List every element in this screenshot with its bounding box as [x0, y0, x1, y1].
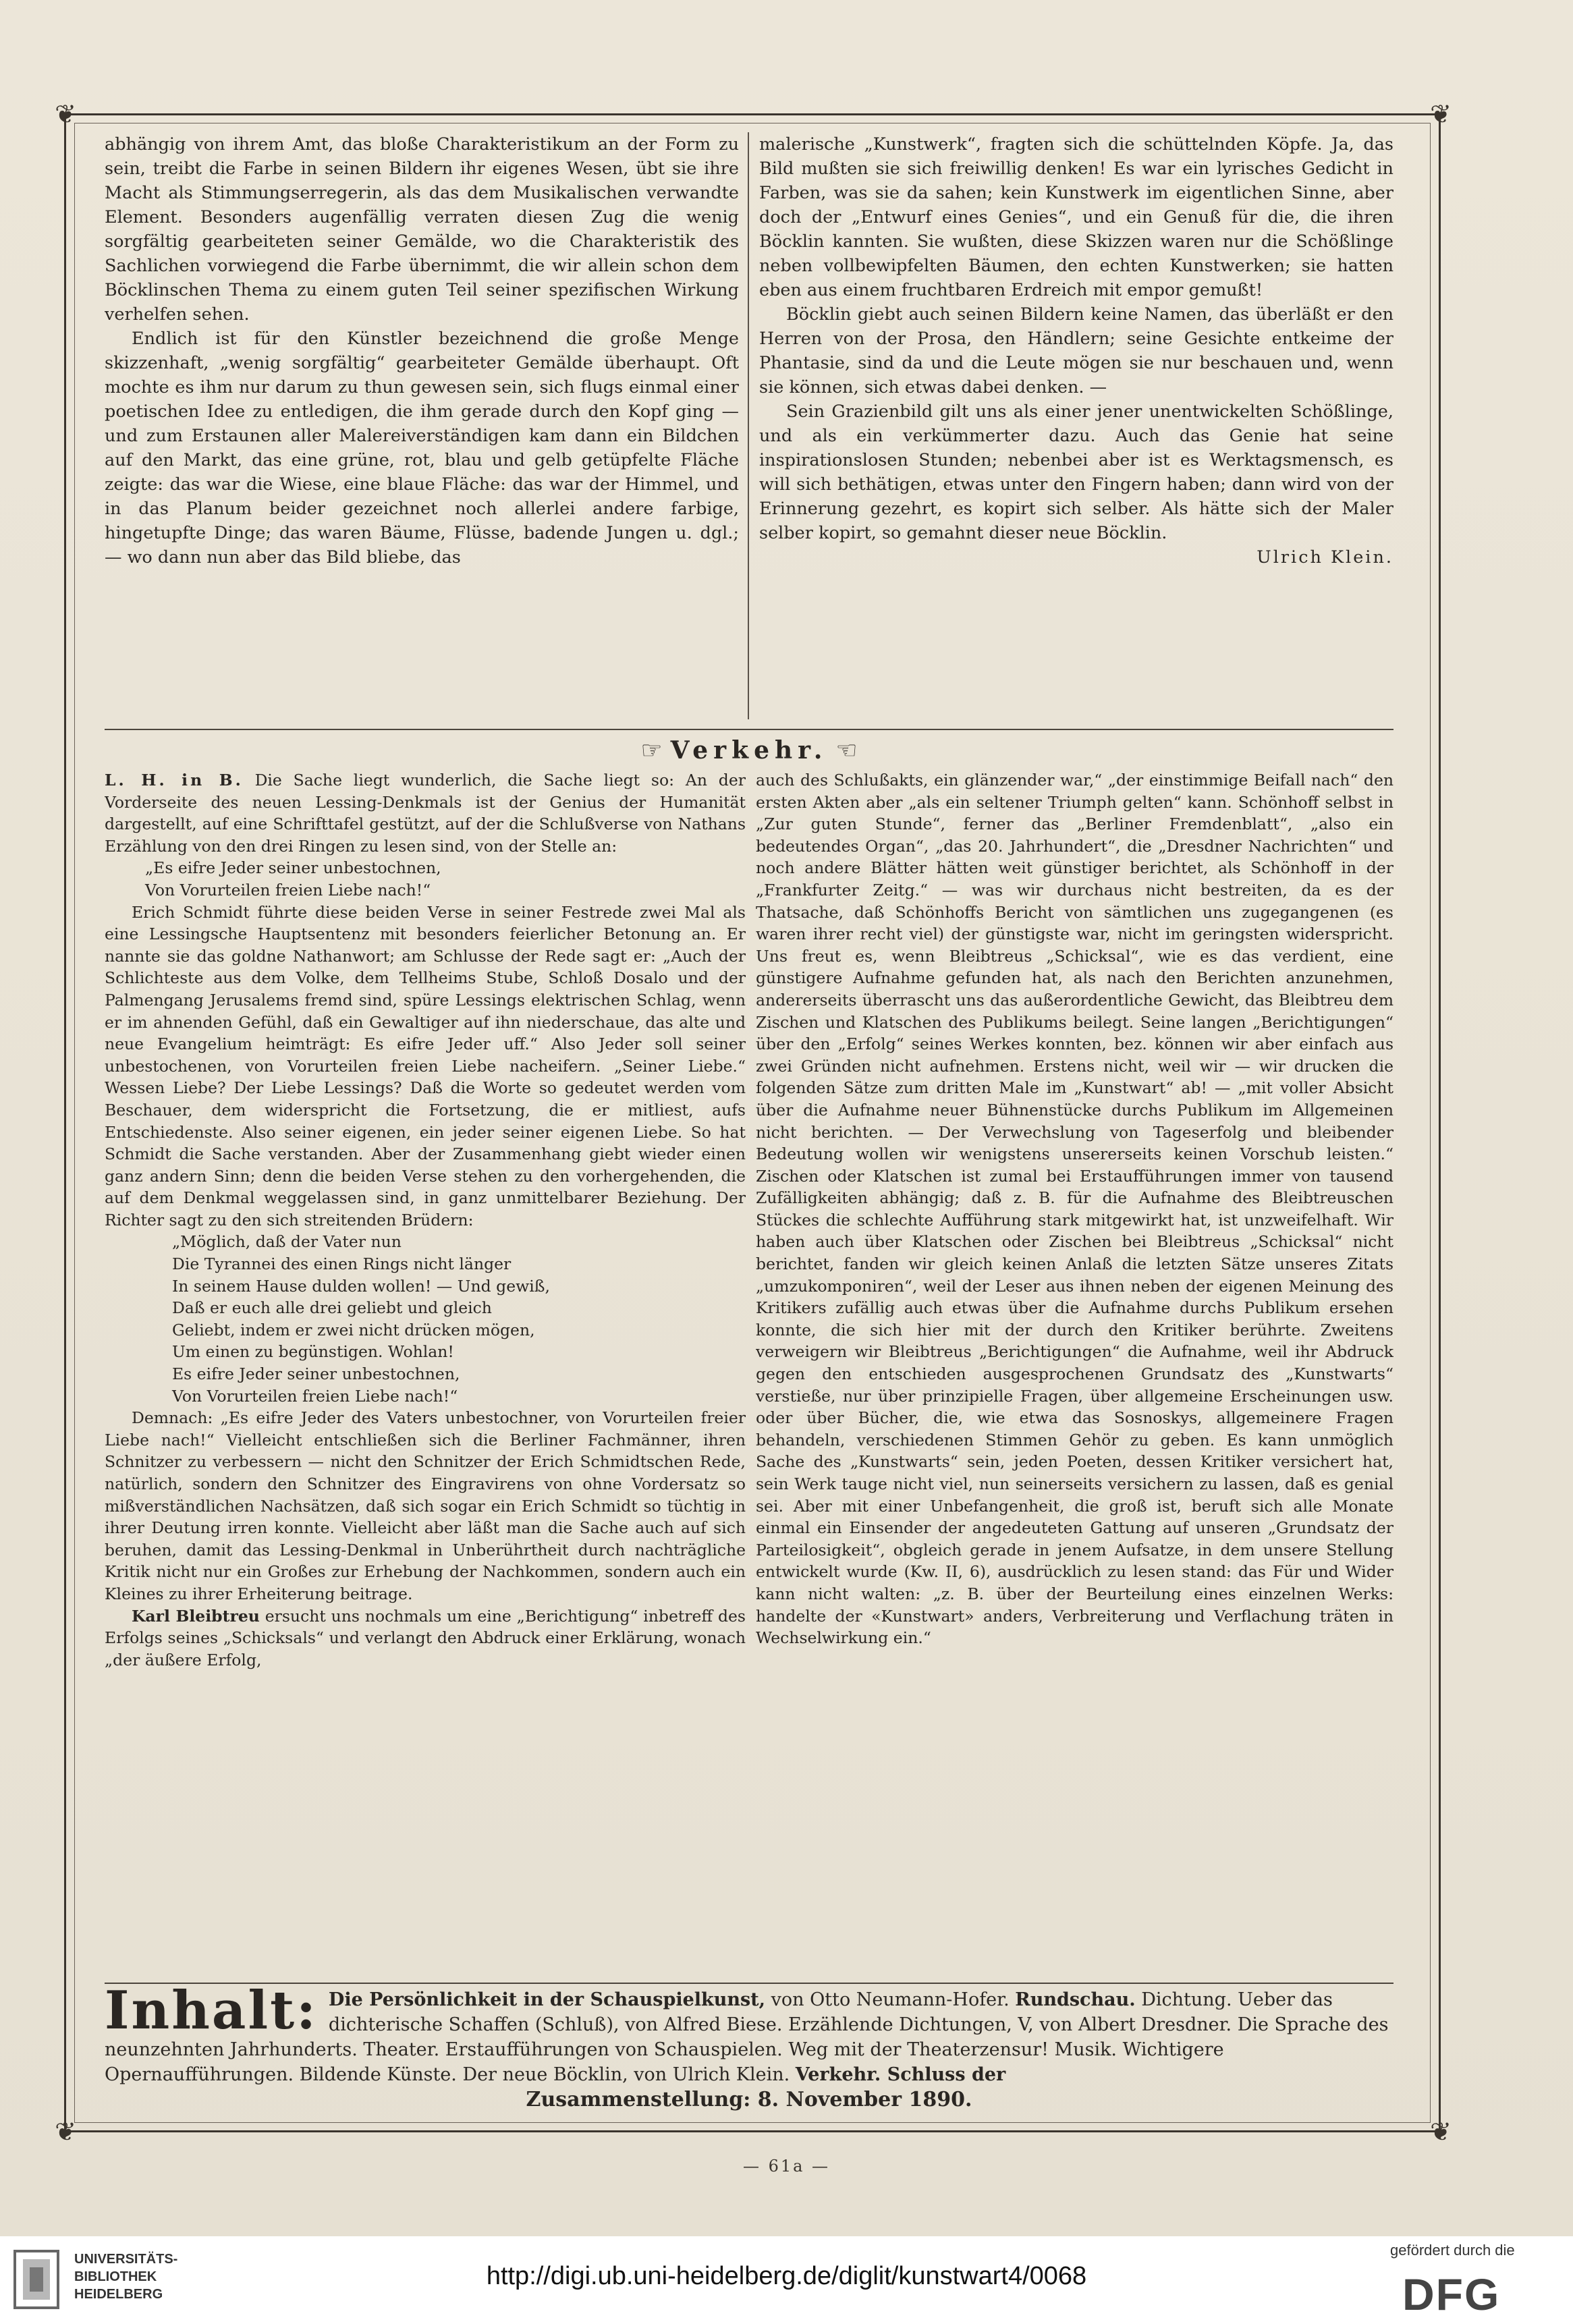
contents-rule [105, 1983, 1393, 1984]
column-top-left [105, 132, 739, 719]
library-name-line: BIBLIOTHEK [74, 2269, 157, 2284]
paragraph: Böcklin giebt auch seinen Bildern keine Namen, das überläßt er den Herren von der Prosa, den Händlern; seine Gesichte entkeime der Phantasie, sind da und die Leute mögen sie nur beschauen und, wenn sie können, sich etwas dabei denken. — [759, 304, 1393, 397]
source-url-link[interactable]: http://digi.ub.uni-heidelberg.de/diglit/kunstwart4/0068 [486, 2262, 1087, 2290]
paragraph-text: Die Sache liegt wunderlich, die Sache liegt so: An der Vorderseite des neuen Lessing-Denkmals ist der Genius der Humanität dargestellt, auf eine Schrifttafel gestützt, auf der die Schlußverse von Nathans Erzählung von den drei Ringen zu lesen sind, von der Stelle an: [105, 771, 746, 856]
paragraph: Demnach: „Es eifre Jeder des Vaters unbestochner, von Vorurteilen freier Liebe nach!“ Vielleicht entschließen sich die Berliner Fachmänner, ihren Schnitzer zu verbessern — nicht den Schnitzer der Erich Schmidtschen Rede, natürlich, sondern den Schnitzer des Eingravirens von ohne Vordersatz so mißverständlichen Nachsätzen, daß sich sogar ein Erich Schmidt so tüchtig in ihrer Deutung irren konnte. Vielleicht aber läßt man die Sache auch auf sich beruhen, damit das Lessing-Denkmal in Unberührtheit durch nachträgliche Kritik nicht nur ein Großes zur Erhebung der Nachkommen, sondern auch ein Kleines zu ihrer Erheiterung beitrage. [105, 1408, 746, 1603]
column-bottom-right [756, 769, 1393, 1981]
verse-line: In seinem Hause dulden wollen! — Und gewiß, [172, 1276, 550, 1296]
correspondent-initials: L. H. in B. [105, 771, 244, 790]
library-name-line: UNIVERSITÄTS- [74, 2252, 178, 2267]
paragraph [105, 769, 746, 857]
verse-line: Von Vorurteilen freien Liebe nach!“ [172, 1386, 458, 1406]
contents-heading: Rundschau. [1015, 1989, 1136, 2010]
quote-line: Von Vorurteilen freien Liebe nach!“ [145, 880, 431, 900]
verse-line: „Möglich, daß der Vater nun [172, 1232, 402, 1252]
contents-text: Dichtung. Ueber das dichterische Schaffen (Schluß), von Alfred Biese. Erzählende Dichtungen, V, von Albert Dresdner. Die Sprache des neunzehnten Jahrhunderts. Theater. Erstaufführungen von Schauspielen. Weg mit der Theaterzensur! Musik. Wichtigere Opernaufführungen. Bildende Künste. Der neue Böcklin, von Ulrich Klein. [105, 1989, 1389, 2085]
verse-line: Die Tyrannei des einen Rings nicht länger [172, 1254, 512, 1274]
contents-text: von Otto Neumann-Hofer. [765, 1989, 1016, 2010]
section-rule [105, 729, 1393, 730]
library-name-line: HEIDELBERG [74, 2287, 163, 2302]
column-top-right [759, 132, 1393, 719]
column-divider [748, 132, 749, 719]
paragraph: malerische „Kunstwerk“, fragten sich die schüttelnden Köpfe. Ja, das Bild mußten sie sich freiwillig denken! Es war ein lyrisches Gedicht in Farben, was sie da sahen; kein Kunstwerk im eigentlichen Sinne, aber doch der „Entwurf eines Genies“, und ein Genuß für die, die ihren Böcklin kannten. Sie wußten, diese Skizzen waren nur die Schößlinge neben vollbewipfelten Bäumen, den echten Kunstwerken; sie hatten eben aus einem fruchtbaren Erdreich mit empor gemußt! [759, 134, 1393, 300]
contents-last-line: Zusammenstellung: 8. November 1890. [526, 2088, 972, 2111]
contents-label: Inhalt: [105, 1987, 318, 2041]
page-number: — 61a — [742, 2157, 831, 2176]
corner-ornament-icon: ❦ [1430, 99, 1452, 129]
hand-ornament-icon: ☜ [835, 737, 858, 765]
corner-ornament-icon: ❦ [55, 99, 76, 129]
paragraph [105, 1605, 746, 1671]
paragraph: Sein Grazienbild gilt uns als einer jener unentwickelten Schößlinge, und als ein verkümmerter dazu. Auch das Genie hat seine inspirationslosen Stunden; nebenbei aber ist es Werktagsmensch, es will sich bethätigen, etwas unter den Fingern haben; dann wird von der Erinnerung gezehrt, es kopirt sich selber. Als hätte sich der Maler selber kopirt, so gemahnt dieser neue Böcklin. [759, 402, 1393, 543]
corner-ornament-icon: ❦ [55, 2117, 76, 2147]
verse-line: Um einen zu begünstigen. Wohlan! [172, 1342, 454, 1362]
verse-line: Geliebt, indem er zwei nicht drücken mögen, [172, 1320, 535, 1339]
section-heading [105, 736, 1393, 765]
correspondent-name: Karl Bleibtreu [132, 1606, 260, 1626]
corner-ornament-icon: ❦ [1430, 2117, 1452, 2147]
paragraph: Endlich ist für den Künstler bezeichnend die große Menge skizzenhaft, „wenig sorgfältig“ gearbeiteter Gemälde überhaupt. Oft mochte es ihm nur darum zu thun gewesen sein, sich flugs einmal einer poetischen Idee zu entledigen, die ihm gerade durch den Kopf ging — und zum Erstaunen aller Malereiverständigen kam dann ein Bildchen auf den Markt, das eine grüne, rot, blau und gelb getüpfelte Fläche zeigte: das war die Wiese, eine blaue Fläche: das war der Himmel, und in das Planum beider gezeichnet noch allerlei andere farbige, hingetupfte Dinge; das waren Bäume, Flüsse, badende Jungen u. dgl.; — wo dann nun aber das Bild bliebe, das [105, 329, 739, 568]
funder-caption: gefördert durch die [1390, 2242, 1515, 2259]
paragraph: Erich Schmidt führte diese beiden Verse in seiner Festrede zwei Mal als eine Lessingsche Hauptsentenz mit besonders feierlicher Betonung an. Er nannte sie das goldne Nathanwort; am Schlusse der Rede sagt er: „Auch der Schlichteste aus dem Volke, dem Tellheims Stube, Schloß Dosalo und der Palmengang Jerusalems fremd sind, spüre Lessings elektrischen Schlag, wenn er im ahnenden Gefühl, daß ein Gewaltiger auf ihn niederschaue, das alte und neue Evangelium heimträgt: Es eifre Jeder uff.“ Also Jeder soll seiner unbestochenen, von Vorurteilen freien Liebe nacheifern. „Seiner Liebe.“ Wessen Liebe? Der Liebe Lessings? Daß die Worte so gedeutet werden vom Beschauer, dem widerspricht die Fortsetzung, die er mitliest, aufs Entschiedenste. Also seiner eigenen, ein jeder seiner eigenen Liebe. So hat Schmidt die Sache verstanden. Aber der Zusammenhang giebt wieder einen ganz andern Sinn; denn die beiden Verse stehen zu den vorhergehenden, die auf dem Denkmal weggelassen sind, in ganz unmittelbarer Beziehung. Der Richter sagt zu den sich streitenden Brüdern: [105, 902, 746, 1229]
dfg-logo: DFG [1402, 2269, 1501, 2319]
verse-line: Es eifre Jeder seiner unbestochnen, [172, 1364, 460, 1384]
paragraph-text: ersucht uns nochmals um eine „Berichtigung“ inbetreff des Erfolgs seines „Schicksals“ und verlangt den Abdruck einer Erklärung, wonach „der äußere Erfolg, [105, 1606, 746, 1669]
contents-heading: Die Persönlichkeit in der Schauspielkunst, [328, 1989, 766, 2010]
table-of-contents [105, 1987, 1393, 2122]
author-signature: Ulrich Klein. [1257, 547, 1393, 568]
column-bottom-left [105, 769, 746, 1981]
section-title: Verkehr. [670, 736, 828, 765]
contents-heading: Verkehr. Schluss der [795, 2064, 1006, 2085]
quote-line: „Es eifre Jeder seiner unbestochnen, [145, 858, 441, 878]
hand-ornament-icon: ☞ [640, 737, 663, 765]
verse-line: Daß er euch alle drei geliebt und gleich [172, 1298, 492, 1318]
paragraph: abhängig von ihrem Amt, das bloße Charakteristikum an der Form zu sein, treibt die Farbe in seinen Bildern ihr eigenes Wesen, übt sie ihre Macht als Stimmungserregerin, als das dem Musikalischen verwandte Element. Besonders augenfällig verraten diesen Zug die wenig sorgfältig gearbeiteten seiner Gemälde, wo die Charakteristik des Sachlichen vorwiegend die Farbe übernimmt, die wir allein schon dem Böcklinschen Thema zu einem guten Teil seiner spezifischen Wirkung verhelfen sehen. [105, 134, 739, 325]
paragraph: auch des Schlußakts, ein glänzender war,“ „der einstimmige Beifall nach“ den ersten Akten aber „als ein seltener Triumph gelten“ kann. Schönhoff selbst in „Zur guten Stunde“, ferner das „Berliner Fremdenblatt“, „also ein bedeutendes Organ“, „das 20. Jahrhundert“, die „Dresdner Nachrichten“ und noch andere Blätter hätten weit günstiger berichtet, als Schönhoff in der „Frankfurter Zeitg.“ — was wir durchaus nicht bestreiten, da es der Thatsache, daß Schönhoffs Bericht von sämtlichen uns zugegangenen (es waren ihrer recht viel) der günstigste war, nicht im geringsten widerspricht. Uns freut es, wenn Bleibtreus „Schicksal“, wie es das verdient, eine günstigere Aufnahme gefunden hat, als nach den Berichten anzunehmen, andererseits überrascht uns das außerordentliche Gewicht, das Bleibtreu dem Zischen und Klatschen des Publikums beilegt. Seine langen „Berichtigungen“ über den „Erfolg“ seines Werkes konnten, bez. können wir aber einfach aus zwei Gründen nicht aufnehmen. Erstens nicht, weil wir — wir drucken die folgenden Sätze zum dritten Male im „Kunstwart“ ab! — „mit voller Absicht über die Aufnahme neuer Bühnenstücke durchs Publikum im Allgemeinen nicht berichten. — Der Verwechslung von Tageserfolg und bleibender Bedeutung wollen wir wenigstens unsererseits keinen Vorschub leisten.“ Zischen oder Klatschen ist zumal bei Erstaufführungen immer von tausend Zufälligkeiten abhängig; daß z. B. für die Aufnahme des Bleibtreuschen Stückes die schlechte Aufführung stark mitgewirkt hat, ist unzweifelhaft. Wir haben auch über Klatschen oder Zischen bei Bleibtreus „Schicksal“ nicht berichtet, fanden wir gleich keinen Anlaß die letzten Sätze unseres Zitats „umzukomponiren“, weil der Leser aus ihnen neben der eigenen Meinung des Kritikers zufällig auch etwas über die Aufnahme durchs Publikum ersehen konnte, die sich hier mit der durch den Kritiker berührte. Zweitens verweigern wir Bleibtreus „Berichtigungen“ die Aufnahme, weil ihr Abdruck gegen den entschieden ausgesprochenen Grundsatz des „Kunstwarts“ verstieße, nur über prinzipielle Fragen, über allgemeine Erscheinungen usw. oder über Bücher, die, wie etwa das Sosnoskys, allgemeinere Fragen behandeln, verschiedenen Stimmen Gehör zu geben. Es kann unmöglich Sache des „Kunstwarts“ sein, jeden Poeten, dessen Kritiker versichert hat, sein Werk tauge nicht viel, nun seinerseits versichern zu lassen, daß es genial sei. Aber mit einer Unbefangenheit, die groß ist, beruft sich alle Monate einmal ein Einsender der angedeuteten Gattung auf unseren „Grundsatz der Parteilosigkeit“, obgleich gerade in jenem Aufsatze, in dem unsere Stellung entwickelt wurde (Kw. II, 6), ausdrücklich zu lesen stand: das Für und Wider kann nicht walten: „z. B. über der Beurteilung eines einzelnen Werks: handelte der «Kunstwart» anders, Verbreiterung und Verflachung träten in Wechselwirkung ein.“ [756, 771, 1393, 1648]
